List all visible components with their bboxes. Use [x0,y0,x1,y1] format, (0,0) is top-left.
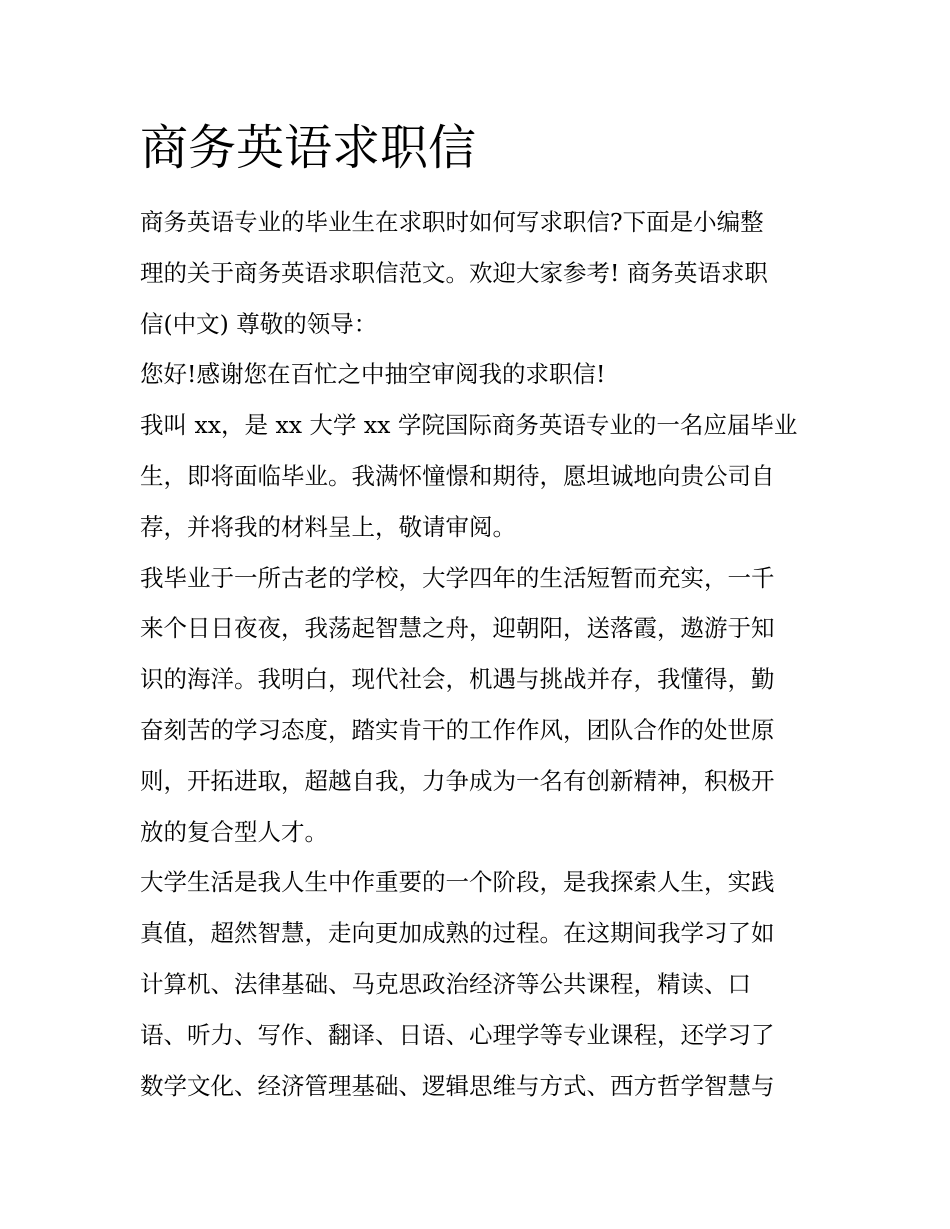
body-line: 语、听力、写作、翻译、日语、心理学等专业课程，还学习了 [140,1020,775,1049]
document-body [140,197,815,1111]
body-line: 荐，并将我的材料呈上，敬请审阅。 [140,512,516,541]
body-line: 理的关于商务英语求职信范文。欢迎大家参考! 商务英语求职 [140,258,768,287]
body-line: 大学生活是我人生中作重要的一个阶段，是我探索人生，实践 [140,868,775,897]
body-line: 我毕业于一所古老的学校，大学四年的生活短暂而充实，一千 [140,563,775,592]
body-line: 奋刻苦的学习态度，踏实肯干的工作作风，团队合作的处世原 [140,715,775,744]
body-line: 真值，超然智慧，走向更加成熟的过程。在这期间我学习了如 [140,919,775,948]
body-line: 来个日日夜夜，我荡起智慧之舟，迎朝阳，送落霞，遨游于知 [140,614,775,643]
body-line: 商务英语专业的毕业生在求职时如何写求职信?下面是小编整 [140,208,764,236]
body-line: 生，即将面临毕业。我满怀憧憬和期待，愿坦诚地向贵公司自 [140,461,775,490]
body-line: 您好!感谢您在百忙之中抽空审阅我的求职信! [140,360,606,389]
body-line: 识的海洋。我明白，现代社会，机遇与挑战并存，我懂得，勤 [140,665,775,694]
body-line: 放的复合型人才。 [140,817,328,846]
body-line: 则，开拓进取，超越自我，力争成为一名有创新精神，积极开 [140,766,775,795]
body-line: 我叫 xx，是 xx 大学 xx 学院国际商务英语专业的一名应届毕业 [140,411,798,440]
body-line: 计算机、法律基础、马克思政治经济等公共课程，精读、口 [140,969,751,998]
body-line: 数学文化、经济管理基础、逻辑思维与方式、西方哲学智慧与 [140,1071,775,1100]
body-line: 信(中文) 尊敬的领导： [140,309,378,338]
document-title: 商务英语求职信 [140,120,477,176]
